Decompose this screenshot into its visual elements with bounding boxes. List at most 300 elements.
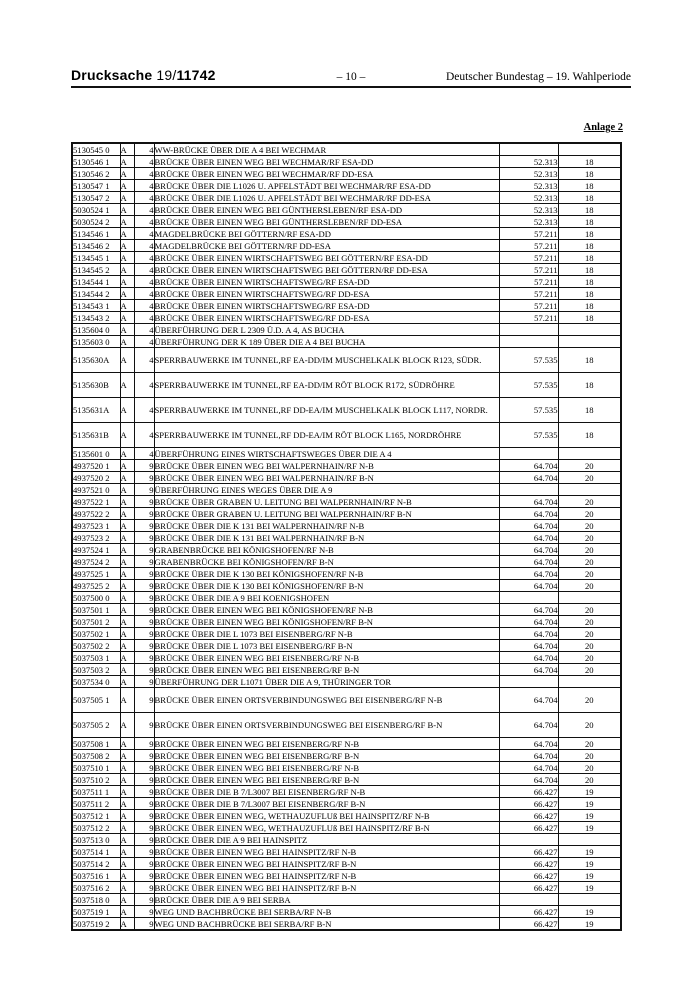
cell-count: 18 xyxy=(558,276,621,288)
table-row xyxy=(72,592,621,604)
cell-road-number: 4 xyxy=(134,168,154,180)
cell-description: BRÜCKE ÜBER DIE L 1073 BEI EISENBERG/RF B-N xyxy=(154,640,499,652)
cell-road-class: A xyxy=(120,143,134,156)
structures-table-body xyxy=(72,143,621,930)
cell-road-number: 9 xyxy=(134,713,154,738)
cell-road-class: A xyxy=(120,496,134,508)
cell-road-number: 9 xyxy=(134,870,154,882)
cell-count: 18 xyxy=(558,300,621,312)
cell-road-number: 4 xyxy=(134,276,154,288)
cell-count: 18 xyxy=(558,312,621,324)
cell-kilometer: 64.704 xyxy=(499,688,558,713)
running-header xyxy=(71,66,631,88)
cell-road-class: A xyxy=(120,616,134,628)
cell-description: ÜBERFÜHRUNG DER L1071 ÜBER DIE A 9, THÜRINGER TOR xyxy=(154,676,499,688)
cell-count: 19 xyxy=(558,822,621,834)
cell-count: 18 xyxy=(558,156,621,168)
cell-structure-id: 5037508 1 xyxy=(72,738,120,750)
cell-kilometer: 64.704 xyxy=(499,738,558,750)
cell-road-class: A xyxy=(120,568,134,580)
cell-road-class: A xyxy=(120,324,134,336)
cell-structure-id: 5037500 0 xyxy=(72,592,120,604)
cell-road-class: A xyxy=(120,484,134,496)
table-row xyxy=(72,713,621,738)
cell-structure-id: 5130547 1 xyxy=(72,180,120,192)
cell-road-number: 9 xyxy=(134,604,154,616)
cell-structure-id: 5037518 0 xyxy=(72,894,120,906)
cell-count xyxy=(558,894,621,906)
table-row xyxy=(72,448,621,460)
cell-road-number: 9 xyxy=(134,906,154,918)
table-row xyxy=(72,143,621,156)
cell-road-class: A xyxy=(120,216,134,228)
cell-road-class: A xyxy=(120,798,134,810)
cell-description: BRÜCKE ÜBER EINEN WEG BEI HAINSPITZ/RF N-B xyxy=(154,870,499,882)
cell-road-number: 4 xyxy=(134,312,154,324)
cell-kilometer: 64.704 xyxy=(499,568,558,580)
table-row xyxy=(72,460,621,472)
cell-description: BRÜCKE ÜBER DIE K 131 BEI WALPERNHAIN/RF B-N xyxy=(154,532,499,544)
cell-count: 20 xyxy=(558,652,621,664)
cell-kilometer: 64.704 xyxy=(499,532,558,544)
table-row xyxy=(72,496,621,508)
cell-road-class: A xyxy=(120,676,134,688)
cell-description: BRÜCKE ÜBER EINEN WIRTSCHAFTSWEG/RF ESA-DD xyxy=(154,276,499,288)
cell-count: 19 xyxy=(558,882,621,894)
cell-kilometer: 64.704 xyxy=(499,520,558,532)
cell-kilometer: 57.211 xyxy=(499,312,558,324)
table-row xyxy=(72,484,621,496)
cell-count: 18 xyxy=(558,228,621,240)
cell-count: 18 xyxy=(558,180,621,192)
table-row xyxy=(72,300,621,312)
cell-kilometer: 64.704 xyxy=(499,544,558,556)
cell-road-number: 4 xyxy=(134,252,154,264)
table-row xyxy=(72,762,621,774)
cell-count: 18 xyxy=(558,398,621,423)
cell-kilometer: 64.704 xyxy=(499,616,558,628)
cell-road-number: 9 xyxy=(134,496,154,508)
cell-description: BRÜCKE ÜBER EINEN WEG, WETHAUZUFLUß BEI HAINSPITZ/RF B-N xyxy=(154,822,499,834)
cell-description: BRÜCKE ÜBER EINEN WIRTSCHAFTSWEG BEI GÖTTERN/RF DD-ESA xyxy=(154,264,499,276)
cell-count xyxy=(558,324,621,336)
table-row xyxy=(72,580,621,592)
table-row xyxy=(72,252,621,264)
cell-kilometer: 52.313 xyxy=(499,192,558,204)
cell-road-class: A xyxy=(120,688,134,713)
cell-kilometer: 57.211 xyxy=(499,288,558,300)
cell-structure-id: 5037513 0 xyxy=(72,834,120,846)
cell-kilometer xyxy=(499,894,558,906)
cell-kilometer: 57.535 xyxy=(499,348,558,373)
cell-road-class: A xyxy=(120,312,134,324)
cell-kilometer: 66.427 xyxy=(499,810,558,822)
cell-kilometer: 64.704 xyxy=(499,556,558,568)
cell-structure-id: 5037514 2 xyxy=(72,858,120,870)
cell-road-class: A xyxy=(120,604,134,616)
cell-road-number: 4 xyxy=(134,398,154,423)
table-row xyxy=(72,810,621,822)
cell-kilometer: 64.704 xyxy=(499,604,558,616)
cell-description: BRÜCKE ÜBER EINEN WEG BEI KÖNIGSHOFEN/RF B-N xyxy=(154,616,499,628)
cell-description: BRÜCKE ÜBER DIE B 7/L3007 BEI EISENBERG/RF B-N xyxy=(154,798,499,810)
cell-road-class: A xyxy=(120,762,134,774)
cell-count: 20 xyxy=(558,738,621,750)
cell-count xyxy=(558,143,621,156)
cell-structure-id: 4937523 2 xyxy=(72,532,120,544)
cell-kilometer: 64.704 xyxy=(499,774,558,786)
cell-road-class: A xyxy=(120,520,134,532)
cell-kilometer: 57.211 xyxy=(499,252,558,264)
cell-count: 18 xyxy=(558,252,621,264)
table-row xyxy=(72,472,621,484)
cell-structure-id: 5135603 0 xyxy=(72,336,120,348)
cell-description: BRÜCKE ÜBER EINEN WEG BEI WALPERNHAIN/RF B-N xyxy=(154,472,499,484)
cell-structure-id: 5135630A xyxy=(72,348,120,373)
cell-description: BRÜCKE ÜBER EINEN WEG BEI WALPERNHAIN/RF N-B xyxy=(154,460,499,472)
cell-kilometer: 64.704 xyxy=(499,652,558,664)
cell-kilometer: 64.704 xyxy=(499,762,558,774)
cell-structure-id: 5135604 0 xyxy=(72,324,120,336)
cell-road-number: 9 xyxy=(134,822,154,834)
doc-label: Drucksache xyxy=(71,67,153,83)
cell-kilometer xyxy=(499,676,558,688)
cell-road-class: A xyxy=(120,834,134,846)
cell-structure-id: 5135631A xyxy=(72,398,120,423)
cell-road-class: A xyxy=(120,870,134,882)
cell-count: 19 xyxy=(558,918,621,931)
cell-road-class: A xyxy=(120,228,134,240)
cell-count: 20 xyxy=(558,628,621,640)
cell-description: MAGDELBRÜCKE BEI GÖTTERN/RF ESA-DD xyxy=(154,228,499,240)
cell-road-class: A xyxy=(120,300,134,312)
cell-road-number: 9 xyxy=(134,882,154,894)
cell-description: BRÜCKE ÜBER GRABEN U. LEITUNG BEI WALPERNHAIN/RF N-B xyxy=(154,496,499,508)
cell-description: BRÜCKE ÜBER DIE K 130 BEI KÖNIGSHOFEN/RF B-N xyxy=(154,580,499,592)
cell-count: 20 xyxy=(558,472,621,484)
cell-description: BRÜCKE ÜBER EINEN WEG BEI EISENBERG/RF N-B xyxy=(154,738,499,750)
cell-structure-id: 4937522 1 xyxy=(72,496,120,508)
cell-structure-id: 5134544 1 xyxy=(72,276,120,288)
cell-road-number: 9 xyxy=(134,664,154,676)
doc-number-prefix: 19/ xyxy=(156,67,177,83)
table-row xyxy=(72,568,621,580)
cell-kilometer xyxy=(499,834,558,846)
cell-count: 19 xyxy=(558,798,621,810)
cell-structure-id: 5037510 1 xyxy=(72,762,120,774)
cell-count: 20 xyxy=(558,580,621,592)
cell-description: BRÜCKE ÜBER EINEN WEG BEI WECHMAR/RF DD-ESA xyxy=(154,168,499,180)
cell-road-number: 4 xyxy=(134,180,154,192)
table-row xyxy=(72,312,621,324)
cell-description: BRÜCKE ÜBER GRABEN U. LEITUNG BEI WALPERNHAIN/RF B-N xyxy=(154,508,499,520)
cell-road-number: 9 xyxy=(134,592,154,604)
table-row xyxy=(72,906,621,918)
cell-count: 20 xyxy=(558,774,621,786)
cell-kilometer: 64.704 xyxy=(499,580,558,592)
cell-description: BRÜCKE ÜBER EINEN WEG BEI KÖNIGSHOFEN/RF N-B xyxy=(154,604,499,616)
cell-description: BRÜCKE ÜBER DIE L 1073 BEI EISENBERG/RF N-B xyxy=(154,628,499,640)
cell-count: 20 xyxy=(558,460,621,472)
cell-road-class: A xyxy=(120,423,134,448)
cell-road-number: 9 xyxy=(134,532,154,544)
cell-road-number: 9 xyxy=(134,460,154,472)
cell-road-class: A xyxy=(120,738,134,750)
cell-kilometer: 64.704 xyxy=(499,750,558,762)
cell-structure-id: 5135631B xyxy=(72,423,120,448)
table-row xyxy=(72,240,621,252)
cell-count: 18 xyxy=(558,373,621,398)
cell-count: 20 xyxy=(558,688,621,713)
cell-structure-id: 5134544 2 xyxy=(72,288,120,300)
cell-count: 18 xyxy=(558,192,621,204)
table-row xyxy=(72,324,621,336)
cell-description: BRÜCKE ÜBER DIE K 130 BEI KÖNIGSHOFEN/RF N-B xyxy=(154,568,499,580)
table-row xyxy=(72,628,621,640)
table-row xyxy=(72,216,621,228)
table-row xyxy=(72,822,621,834)
cell-count: 18 xyxy=(558,240,621,252)
cell-road-number: 9 xyxy=(134,810,154,822)
cell-road-number: 4 xyxy=(134,204,154,216)
cell-road-class: A xyxy=(120,336,134,348)
cell-road-number: 4 xyxy=(134,143,154,156)
cell-description: WEG UND BACHBRÜCKE BEI SERBA/RF B-N xyxy=(154,918,499,931)
cell-count xyxy=(558,676,621,688)
cell-structure-id: 4937525 2 xyxy=(72,580,120,592)
parliament-title: Deutscher Bundestag – 19. Wahlperiode xyxy=(445,71,631,83)
cell-road-class: A xyxy=(120,906,134,918)
cell-description: BRÜCKE ÜBER EINEN WEG BEI GÜNTHERSLEBEN/RF ESA-DD xyxy=(154,204,499,216)
cell-count: 19 xyxy=(558,870,621,882)
cell-kilometer xyxy=(499,143,558,156)
cell-kilometer: 66.427 xyxy=(499,822,558,834)
table-row xyxy=(72,544,621,556)
cell-description: ÜBERFÜHRUNG DER K 189 ÜBER DIE A 4 BEI BUCHA xyxy=(154,336,499,348)
cell-kilometer: 52.313 xyxy=(499,204,558,216)
cell-road-number: 9 xyxy=(134,798,154,810)
cell-description: BRÜCKE ÜBER EINEN WEG BEI GÜNTHERSLEBEN/RF DD-ESA xyxy=(154,216,499,228)
cell-description: SPERRBAUWERKE IM TUNNEL,RF DD-EA/IM MUSCHELKALK BLOCK L117, NORDR. xyxy=(154,398,499,423)
table-row xyxy=(72,398,621,423)
cell-structure-id: 4937524 1 xyxy=(72,544,120,556)
cell-kilometer: 64.704 xyxy=(499,460,558,472)
cell-structure-id: 4937523 1 xyxy=(72,520,120,532)
cell-road-number: 9 xyxy=(134,652,154,664)
cell-road-class: A xyxy=(120,592,134,604)
cell-road-class: A xyxy=(120,180,134,192)
table-row xyxy=(72,604,621,616)
table-row xyxy=(72,348,621,373)
cell-road-number: 9 xyxy=(134,858,154,870)
table-row xyxy=(72,882,621,894)
cell-road-number: 4 xyxy=(134,336,154,348)
cell-count: 20 xyxy=(558,556,621,568)
cell-kilometer: 57.535 xyxy=(499,398,558,423)
cell-count: 18 xyxy=(558,216,621,228)
cell-description: BRÜCKE ÜBER EINEN WEG BEI HAINSPITZ/RF B-N xyxy=(154,858,499,870)
cell-structure-id: 5134546 2 xyxy=(72,240,120,252)
cell-road-class: A xyxy=(120,204,134,216)
cell-description: BRÜCKE ÜBER DIE A 9 BEI KOENIGSHOFEN xyxy=(154,592,499,604)
cell-road-number: 9 xyxy=(134,568,154,580)
cell-road-class: A xyxy=(120,894,134,906)
cell-structure-id: 4937522 2 xyxy=(72,508,120,520)
cell-road-class: A xyxy=(120,348,134,373)
cell-description: SPERRBAUWERKE IM TUNNEL,RF EA-DD/IM RÖT BLOCK R172, SÜDRÖHRE xyxy=(154,373,499,398)
cell-count: 20 xyxy=(558,664,621,676)
cell-count: 19 xyxy=(558,810,621,822)
cell-structure-id: 5134546 1 xyxy=(72,228,120,240)
cell-description: BRÜCKE ÜBER EINEN ORTSVERBINDUNGSWEG BEI EISENBERG/RF N-B xyxy=(154,688,499,713)
cell-structure-id: 5135630B xyxy=(72,373,120,398)
table-row xyxy=(72,652,621,664)
cell-description: BRÜCKE ÜBER EINEN WEG BEI EISENBERG/RF N-B xyxy=(154,762,499,774)
table-row xyxy=(72,508,621,520)
table-row xyxy=(72,423,621,448)
cell-road-number: 4 xyxy=(134,324,154,336)
cell-road-number: 9 xyxy=(134,508,154,520)
cell-structure-id: 5130545 0 xyxy=(72,143,120,156)
cell-structure-id: 5037501 2 xyxy=(72,616,120,628)
table-row xyxy=(72,834,621,846)
cell-road-number: 9 xyxy=(134,834,154,846)
cell-structure-id: 5037516 2 xyxy=(72,882,120,894)
cell-structure-id: 5037511 1 xyxy=(72,786,120,798)
cell-road-class: A xyxy=(120,882,134,894)
cell-road-class: A xyxy=(120,398,134,423)
cell-road-class: A xyxy=(120,532,134,544)
cell-structure-id: 5037501 1 xyxy=(72,604,120,616)
cell-road-class: A xyxy=(120,628,134,640)
cell-road-class: A xyxy=(120,556,134,568)
cell-structure-id: 5037516 1 xyxy=(72,870,120,882)
table-row xyxy=(72,168,621,180)
cell-count: 18 xyxy=(558,288,621,300)
cell-road-class: A xyxy=(120,508,134,520)
cell-structure-id: 5037505 1 xyxy=(72,688,120,713)
table-row xyxy=(72,156,621,168)
cell-road-number: 9 xyxy=(134,676,154,688)
table-row xyxy=(72,288,621,300)
cell-structure-id: 5037512 1 xyxy=(72,810,120,822)
cell-count: 20 xyxy=(558,616,621,628)
cell-road-number: 9 xyxy=(134,628,154,640)
cell-description: BRÜCKE ÜBER EINEN WEG BEI EISENBERG/RF N-B xyxy=(154,652,499,664)
cell-road-number: 9 xyxy=(134,580,154,592)
cell-structure-id: 5037503 1 xyxy=(72,652,120,664)
cell-kilometer: 52.313 xyxy=(499,168,558,180)
cell-kilometer: 66.427 xyxy=(499,882,558,894)
cell-kilometer: 66.427 xyxy=(499,858,558,870)
cell-road-number: 9 xyxy=(134,786,154,798)
cell-description: ÜBERFÜHRUNG DER L 2309 Ü.D. A 4, AS BUCHA xyxy=(154,324,499,336)
cell-structure-id: 5037519 1 xyxy=(72,906,120,918)
cell-description: BRÜCKE ÜBER EINEN WEG BEI EISENBERG/RF B-N xyxy=(154,750,499,762)
cell-kilometer: 52.313 xyxy=(499,216,558,228)
doc-number-title xyxy=(71,67,216,83)
cell-description: BRÜCKE ÜBER EINEN WEG BEI EISENBERG/RF B-N xyxy=(154,664,499,676)
cell-structure-id: 5037503 2 xyxy=(72,664,120,676)
cell-road-class: A xyxy=(120,460,134,472)
cell-description: BRÜCKE ÜBER EINEN WEG BEI HAINSPITZ/RF N-B xyxy=(154,846,499,858)
cell-road-class: A xyxy=(120,276,134,288)
cell-kilometer xyxy=(499,592,558,604)
cell-description: BRÜCKE ÜBER EINEN WIRTSCHAFTSWEG/RF ESA-DD xyxy=(154,300,499,312)
table-row xyxy=(72,846,621,858)
cell-road-class: A xyxy=(120,918,134,931)
cell-kilometer: 64.704 xyxy=(499,496,558,508)
table-row xyxy=(72,858,621,870)
table-row xyxy=(72,520,621,532)
cell-road-class: A xyxy=(120,822,134,834)
cell-count: 18 xyxy=(558,204,621,216)
cell-road-class: A xyxy=(120,774,134,786)
cell-kilometer: 57.211 xyxy=(499,300,558,312)
cell-road-class: A xyxy=(120,192,134,204)
table-row xyxy=(72,750,621,762)
cell-road-number: 9 xyxy=(134,846,154,858)
cell-road-number: 4 xyxy=(134,228,154,240)
cell-road-class: A xyxy=(120,252,134,264)
cell-structure-id: 5130546 2 xyxy=(72,168,120,180)
cell-kilometer: 57.211 xyxy=(499,276,558,288)
cell-road-class: A xyxy=(120,858,134,870)
cell-count xyxy=(558,336,621,348)
cell-description: BRÜCKE ÜBER DIE A 9 BEI SERBA xyxy=(154,894,499,906)
cell-kilometer: 66.427 xyxy=(499,870,558,882)
cell-count: 20 xyxy=(558,762,621,774)
cell-structure-id: 4937524 2 xyxy=(72,556,120,568)
cell-road-number: 9 xyxy=(134,688,154,713)
cell-kilometer: 66.427 xyxy=(499,786,558,798)
cell-road-number: 4 xyxy=(134,288,154,300)
cell-kilometer: 64.704 xyxy=(499,640,558,652)
cell-structure-id: 5030524 2 xyxy=(72,216,120,228)
cell-structure-id: 4937520 2 xyxy=(72,472,120,484)
cell-road-class: A xyxy=(120,156,134,168)
cell-count: 18 xyxy=(558,348,621,373)
cell-road-number: 9 xyxy=(134,544,154,556)
cell-count: 20 xyxy=(558,508,621,520)
cell-kilometer: 52.313 xyxy=(499,180,558,192)
table-row xyxy=(72,918,621,931)
cell-description: BRÜCKE ÜBER EINEN WEG BEI WECHMAR/RF ESA-DD xyxy=(154,156,499,168)
table-row xyxy=(72,798,621,810)
cell-kilometer: 57.211 xyxy=(499,264,558,276)
cell-structure-id: 5037512 2 xyxy=(72,822,120,834)
cell-description: SPERRBAUWERKE IM TUNNEL,RF DD-EA/IM RÖT BLOCK L165, NORDRÖHRE xyxy=(154,423,499,448)
cell-road-number: 9 xyxy=(134,762,154,774)
cell-road-class: A xyxy=(120,810,134,822)
cell-count: 20 xyxy=(558,568,621,580)
cell-road-number: 9 xyxy=(134,918,154,931)
cell-description: BRÜCKE ÜBER EINEN WIRTSCHAFTSWEG/RF DD-ESA xyxy=(154,312,499,324)
cell-description: GRABENBRÜCKE BEI KÖNIGSHOFEN/RF B-N xyxy=(154,556,499,568)
cell-road-number: 4 xyxy=(134,300,154,312)
cell-count: 20 xyxy=(558,640,621,652)
cell-kilometer: 64.704 xyxy=(499,472,558,484)
cell-structure-id: 5134543 1 xyxy=(72,300,120,312)
cell-kilometer: 64.704 xyxy=(499,628,558,640)
cell-kilometer xyxy=(499,336,558,348)
cell-kilometer: 64.704 xyxy=(499,713,558,738)
cell-count: 19 xyxy=(558,846,621,858)
table-row xyxy=(72,276,621,288)
cell-structure-id: 5134545 2 xyxy=(72,264,120,276)
cell-count: 19 xyxy=(558,858,621,870)
cell-road-number: 9 xyxy=(134,484,154,496)
